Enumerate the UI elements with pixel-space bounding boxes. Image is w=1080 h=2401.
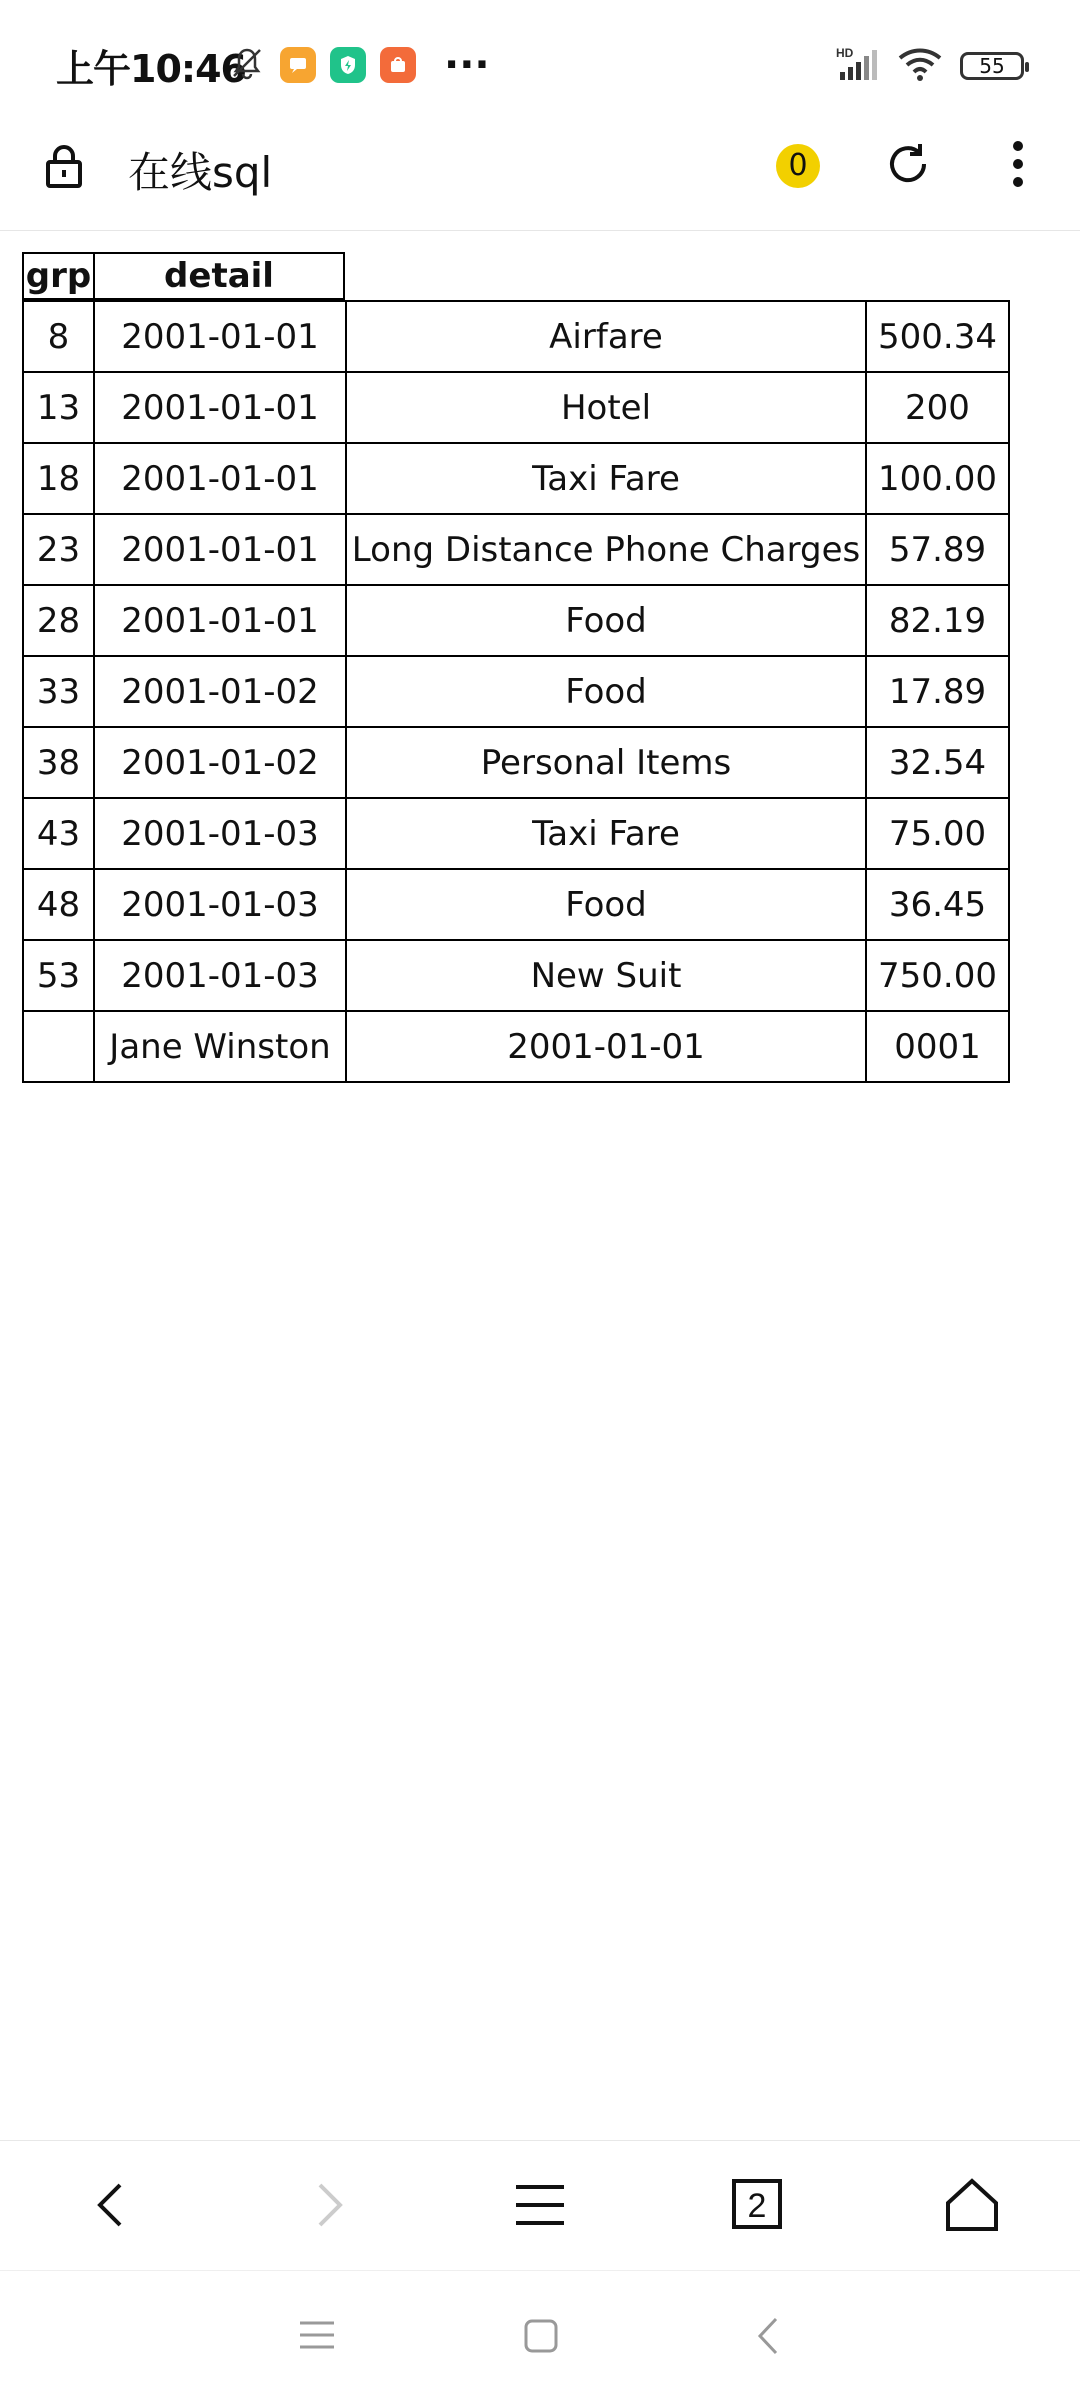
data-table [22, 300, 1010, 1083]
cell-amount: 750.00 [866, 940, 1009, 1011]
wifi-icon [898, 46, 942, 86]
cell-grp: 43 [23, 798, 94, 869]
cell-grp: 8 [23, 301, 94, 372]
cell-date: 2001-01-03 [94, 940, 346, 1011]
browser-bottom-nav [0, 2140, 1080, 2271]
more-notifications-icon: ··· [444, 42, 490, 88]
cell-date: 2001-01-01 [94, 443, 346, 514]
system-home-icon[interactable] [520, 2315, 562, 2361]
security-app-icon [330, 47, 366, 83]
cell-description: Long Distance Phone Charges [346, 514, 866, 585]
store-app-icon [380, 47, 416, 83]
cell-amount: 75.00 [866, 798, 1009, 869]
cell-grp [23, 1011, 94, 1082]
cell-date: 2001-01-01 [94, 585, 346, 656]
table-row [23, 940, 1009, 1011]
table-row [23, 798, 1009, 869]
back-icon[interactable] [84, 2177, 140, 2237]
battery-level: 55 [979, 54, 1005, 78]
count-badge[interactable]: 0 [776, 144, 820, 188]
recent-apps-icon[interactable] [296, 2315, 338, 2361]
cell-amount: 200 [866, 372, 1009, 443]
cell-description: Personal Items [346, 727, 866, 798]
cell-description: Hotel [346, 372, 866, 443]
cell-grp: 18 [23, 443, 94, 514]
cell-description: 2001-01-01 [346, 1011, 866, 1082]
cell-amount: 17.89 [866, 656, 1009, 727]
system-back-icon[interactable] [748, 2315, 790, 2361]
tabs-count: 2 [747, 2187, 767, 2225]
cell-amount: 0001 [866, 1011, 1009, 1082]
signal-icon [836, 46, 880, 86]
cell-grp: 48 [23, 869, 94, 940]
cell-date: 2001-01-03 [94, 869, 346, 940]
cell-date: 2001-01-01 [94, 514, 346, 585]
status-right-icons [836, 46, 1024, 86]
cell-amount: 82.19 [866, 585, 1009, 656]
cell-description: Food [346, 869, 866, 940]
cell-grp: 23 [23, 514, 94, 585]
network-type-label: HD [836, 46, 854, 60]
header-detail: detail [93, 252, 345, 300]
status-notification-icons [228, 44, 490, 86]
cell-grp: 53 [23, 940, 94, 1011]
chat-app-icon [280, 47, 316, 83]
cell-grp: 33 [23, 656, 94, 727]
cell-date: 2001-01-02 [94, 727, 346, 798]
mute-bell-icon [228, 44, 266, 86]
cell-grp: 13 [23, 372, 94, 443]
battery-icon [960, 52, 1024, 80]
cell-grp: 38 [23, 727, 94, 798]
cell-amount: 57.89 [866, 514, 1009, 585]
more-menu-icon[interactable] [998, 132, 1038, 200]
cell-date: 2001-01-02 [94, 656, 346, 727]
cell-date: 2001-01-03 [94, 798, 346, 869]
status-bar [0, 0, 1080, 130]
table-row [23, 727, 1009, 798]
table-row [23, 869, 1009, 940]
cell-amount: 100.00 [866, 443, 1009, 514]
cell-description: Taxi Fare [346, 798, 866, 869]
table-row [23, 1011, 1009, 1082]
table-row [23, 514, 1009, 585]
system-nav-bar [0, 2270, 1080, 2401]
refresh-icon[interactable] [880, 136, 936, 196]
cell-date: 2001-01-01 [94, 372, 346, 443]
forward-icon[interactable] [300, 2177, 356, 2237]
menu-icon[interactable] [512, 2177, 568, 2237]
cell-grp: 28 [23, 585, 94, 656]
cell-date: Jane Winston [94, 1011, 346, 1082]
cell-description: Food [346, 585, 866, 656]
cell-amount: 500.34 [866, 301, 1009, 372]
cell-description: Airfare [346, 301, 866, 372]
table-row [23, 585, 1009, 656]
cell-description: New Suit [346, 940, 866, 1011]
table-row [23, 656, 1009, 727]
cell-description: Food [346, 656, 866, 727]
browser-toolbar [0, 130, 1080, 231]
status-time: 上午10:46 [56, 47, 246, 91]
cell-description: Taxi Fare [346, 443, 866, 514]
table-row [23, 372, 1009, 443]
home-icon[interactable] [944, 2177, 1000, 2237]
table-header [22, 252, 1010, 300]
cell-amount: 36.45 [866, 869, 1009, 940]
tabs-icon[interactable] [730, 2177, 786, 2237]
page-title[interactable]: 在线sql [128, 148, 273, 197]
header-grp: grp [22, 252, 93, 300]
cell-amount: 32.54 [866, 727, 1009, 798]
table-row [23, 301, 1009, 372]
table-row [23, 443, 1009, 514]
lock-icon[interactable] [44, 144, 84, 194]
cell-date: 2001-01-01 [94, 301, 346, 372]
results-table [22, 252, 1010, 1083]
